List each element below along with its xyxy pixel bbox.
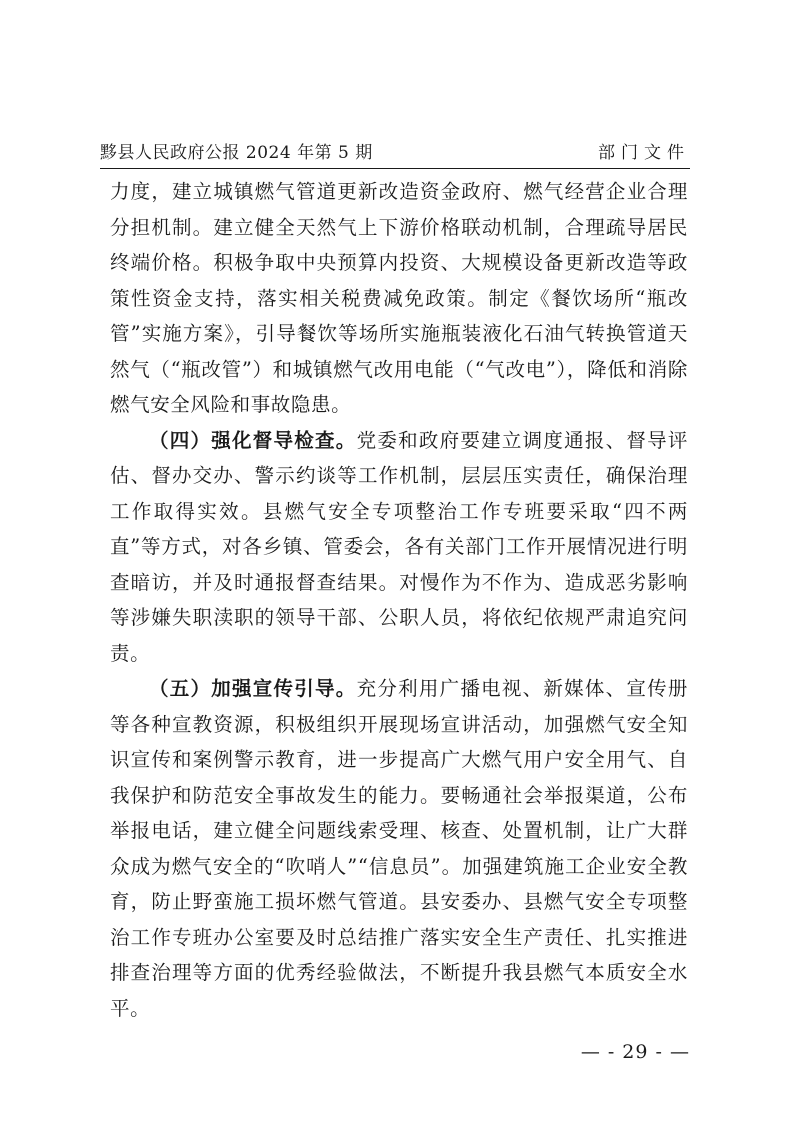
section-label: 部门文件 [598,143,690,163]
paragraph-heading: （五）加强宣传引导。 [149,677,357,700]
paragraph-text: 力度，建立城镇燃气管道更新改造资金政府、燃气经营企业合理分担机制。建立健全天然气上下游价格联动机制，合理疏导居民终端价格。积极争取中央预算内投资、大规模设备更新改造等政策性资金支持，落实相关税费减免政策。制定《餐饮场所“瓶改管”实施方案》，引导餐饮等场所实施瓶装液化石油气转换管道天然气（“瓶改管”）和城镇燃气改用电能（“气改电”），降低和消除燃气安全风险和事故隐患。 [110,180,688,416]
publication-title: 黟县人民政府公报 2024 年第 5 期 [100,143,373,163]
paragraph-publicity [110,671,688,1026]
document-body [110,174,688,1026]
paragraph-text: 充分利用广播电视、新媒体、宣传册等各种宣教资源，积极组织开展现场宣讲活动，加强燃气安全知识宣传和案例警示教育，进一步提高广大燃气用户安全用气、自我保护和防范安全事故发生的能力。要畅通社会举报渠道，公布举报电话，建立健全问题线索受理、核查、处置机制，让广大群众成为燃气安全的“吹哨人”“信息员”。加强建筑施工企业安全教育，防止野蛮施工损坏燃气管道。县安委办、县燃气安全专项整治工作专班办公室要及时总结推广落实安全生产责任、扎实推进排查治理等方面的优秀经验做法，不断提升我县燃气本质安全水平。 [110,677,688,1020]
paragraph-continued [110,174,688,423]
paragraph-heading: （四）强化督导检查。 [149,428,357,452]
page-number: — - 29 - — [580,1041,690,1063]
page-header [100,142,690,166]
paragraph-supervision [110,423,688,672]
paragraph-text: 党委和政府要建立调度通报、督导评估、督办交办、警示约谈等工作机制，层层压实责任，确保治理工作取得实效。县燃气安全专项整治工作专班要采取“四不两直”等方式，对各乡镇、管委会，各有关部门工作开展情况进行明查暗访，并及时通报督查结果。对慢作为不作为、造成恶劣影响等涉嫌失职渎职的领导干部、公职人员，将依纪依规严肃追究问责。 [110,428,688,665]
header-divider [100,168,690,169]
